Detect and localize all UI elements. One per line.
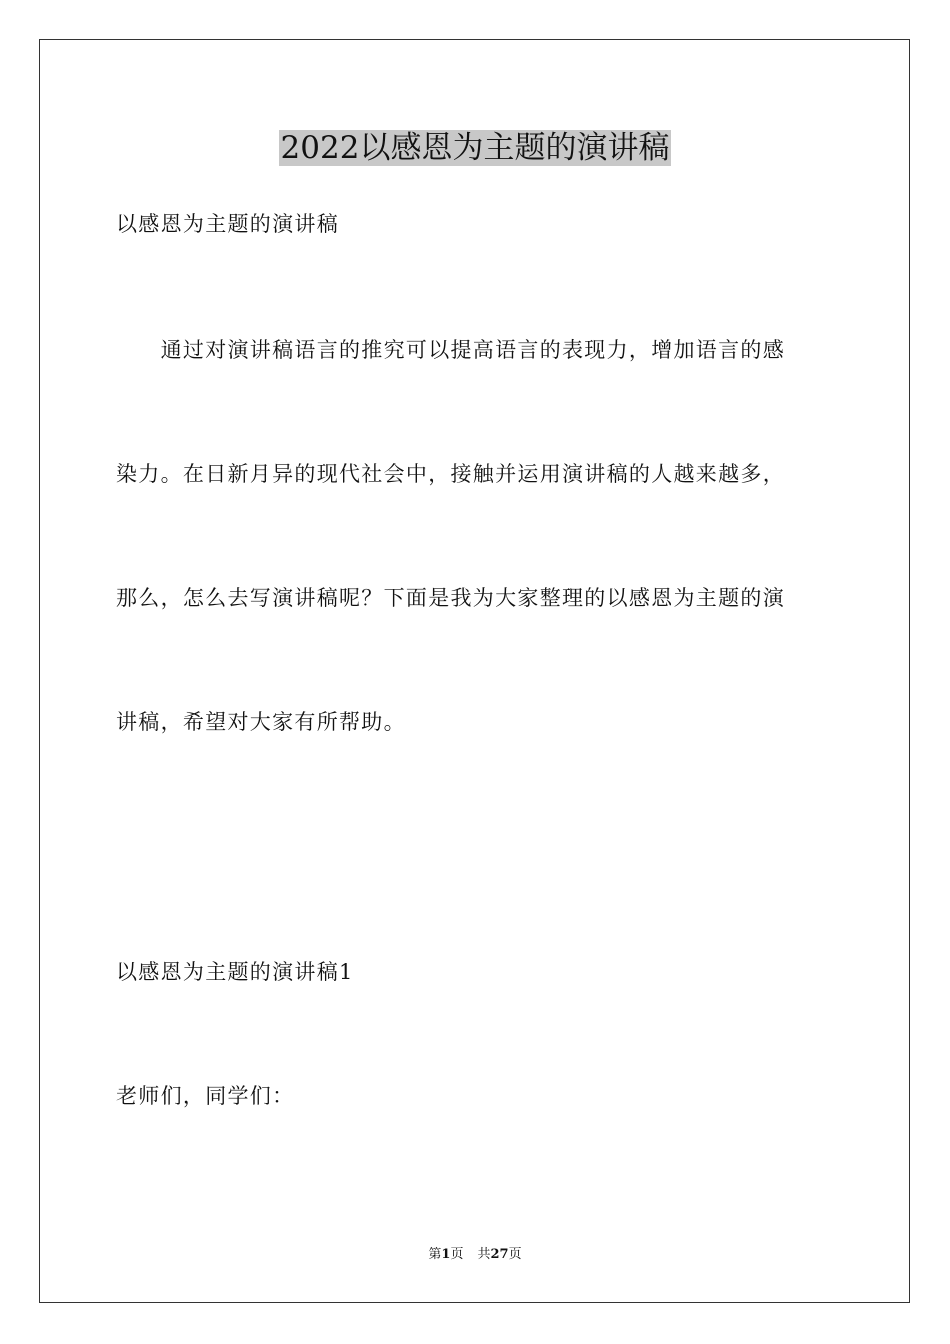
page-suffix: 页 bbox=[450, 1247, 464, 1262]
intro-line-3: 那么，怎么去写演讲稿呢？下面是我为大家整理的以感恩为主题的演 bbox=[116, 586, 785, 610]
total-pages: 27 bbox=[490, 1247, 509, 1262]
intro-line-1: 通过对演讲稿语言的推究可以提高语言的表现力，增加语言的感 bbox=[116, 338, 785, 362]
total-prefix: 共 bbox=[477, 1247, 491, 1262]
intro-line-4: 讲稿，希望对大家有所帮助。 bbox=[116, 710, 406, 734]
document-subtitle: 以感恩为主题的演讲稿 bbox=[116, 212, 339, 236]
page-number: 1 bbox=[441, 1247, 451, 1262]
intro-line-2: 染力。在日新月异的现代社会中，接触并运用演讲稿的人越来越多， bbox=[116, 462, 785, 486]
document-title bbox=[0, 128, 950, 168]
section-heading: 以感恩为主题的演讲稿1 bbox=[116, 960, 354, 984]
page-footer bbox=[0, 1246, 950, 1264]
page-prefix: 第 bbox=[428, 1247, 442, 1262]
greeting: 老师们，同学们： bbox=[116, 1084, 295, 1108]
total-suffix: 页 bbox=[508, 1247, 522, 1262]
document-title-text: 2022以感恩为主题的演讲稿 bbox=[280, 130, 670, 166]
